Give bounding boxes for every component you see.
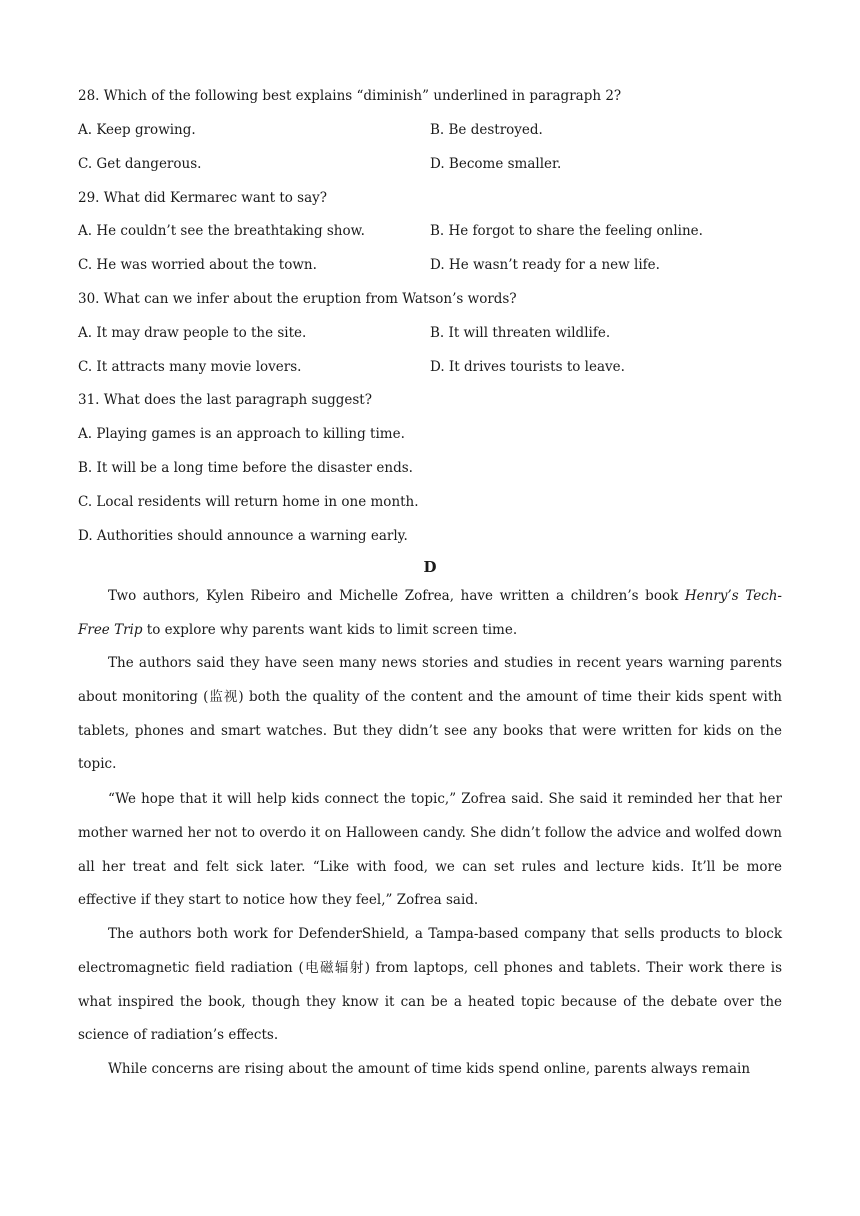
question-31-option-c: C. Local residents will return home in one month. [78,494,419,510]
question-30-stem: 30. What can we infer about the eruption from Watson’s words? [78,291,517,307]
question-30-option-c: C. It attracts many movie lovers. [78,359,302,375]
paragraph-1-text-after: to explore why parents want kids to limit screen time. [142,621,518,638]
question-28-option-b: B. Be destroyed. [430,122,543,138]
passage-paragraph-3 [78,783,782,918]
book-title: Henry’s Tech-Free Trip [78,588,782,638]
question-29-option-a: A. He couldn’t see the breathtaking show. [78,223,365,239]
paragraph-5-text: While concerns are rising about the amount of time kids spend online, parents always remain [108,1061,751,1077]
passage-paragraph-5 [78,1053,782,1087]
question-31-option-a: A. Playing games is an approach to killing time. [78,426,405,442]
passage-paragraph-2 [78,647,782,782]
paragraph-4-text: The authors both work for DefenderShield, a Tampa-based company that sells products to block electromagnetic field radiation (电磁辐射) from laptops, cell phones and tablets. Their work there is what inspired the book, though they know it can be a heated topic because of the debate over the science of radiation’s effects. [78,926,782,1044]
passage-paragraph-4 [78,918,782,1053]
question-28-stem: 28. Which of the following best explains “diminish” underlined in paragraph 2? [78,88,622,104]
paragraph-2-text: The authors said they have seen many news stories and studies in recent years warning parents about monitoring (监视) both the quality of the content and the amount of time their kids spent with tablets, phones and smart watches. But they didn’t see any books that were written for kids on the topic. [78,655,782,773]
paragraph-3-text: “We hope that it will help kids connect the topic,” Zofrea said. She said it reminded her that her mother warned her not to overdo it on Halloween candy. She didn’t follow the advice and wolfed down all her treat and felt sick later. “Like with food, we can set rules and lecture kids. It’ll be more effective if they start to notice how they feel,” Zofrea said. [78,791,782,909]
question-28-option-c: C. Get dangerous. [78,156,202,172]
question-29-stem: 29. What did Kermarec want to say? [78,190,327,206]
question-28-option-d: D. Become smaller. [430,156,562,172]
question-29-option-d: D. He wasn’t ready for a new life. [430,257,660,273]
paragraph-1-text-before: Two authors, Kylen Ribeiro and Michelle Zofrea, have written a children’s book [108,588,685,604]
question-29-option-b: B. He forgot to share the feeling online. [430,223,703,239]
question-28-option-a: A. Keep growing. [78,122,196,138]
question-30-option-d: D. It drives tourists to leave. [430,359,625,375]
question-29-option-c: C. He was worried about the town. [78,257,317,273]
passage-paragraph-1 [78,580,782,648]
question-31-option-d: D. Authorities should announce a warning early. [78,528,408,544]
section-title: D [423,558,437,576]
question-30-option-a: A. It may draw people to the site. [78,325,307,341]
question-31-stem: 31. What does the last paragraph suggest? [78,392,372,408]
question-30-option-b: B. It will threaten wildlife. [430,325,611,341]
question-31-option-b: B. It will be a long time before the disaster ends. [78,460,413,476]
